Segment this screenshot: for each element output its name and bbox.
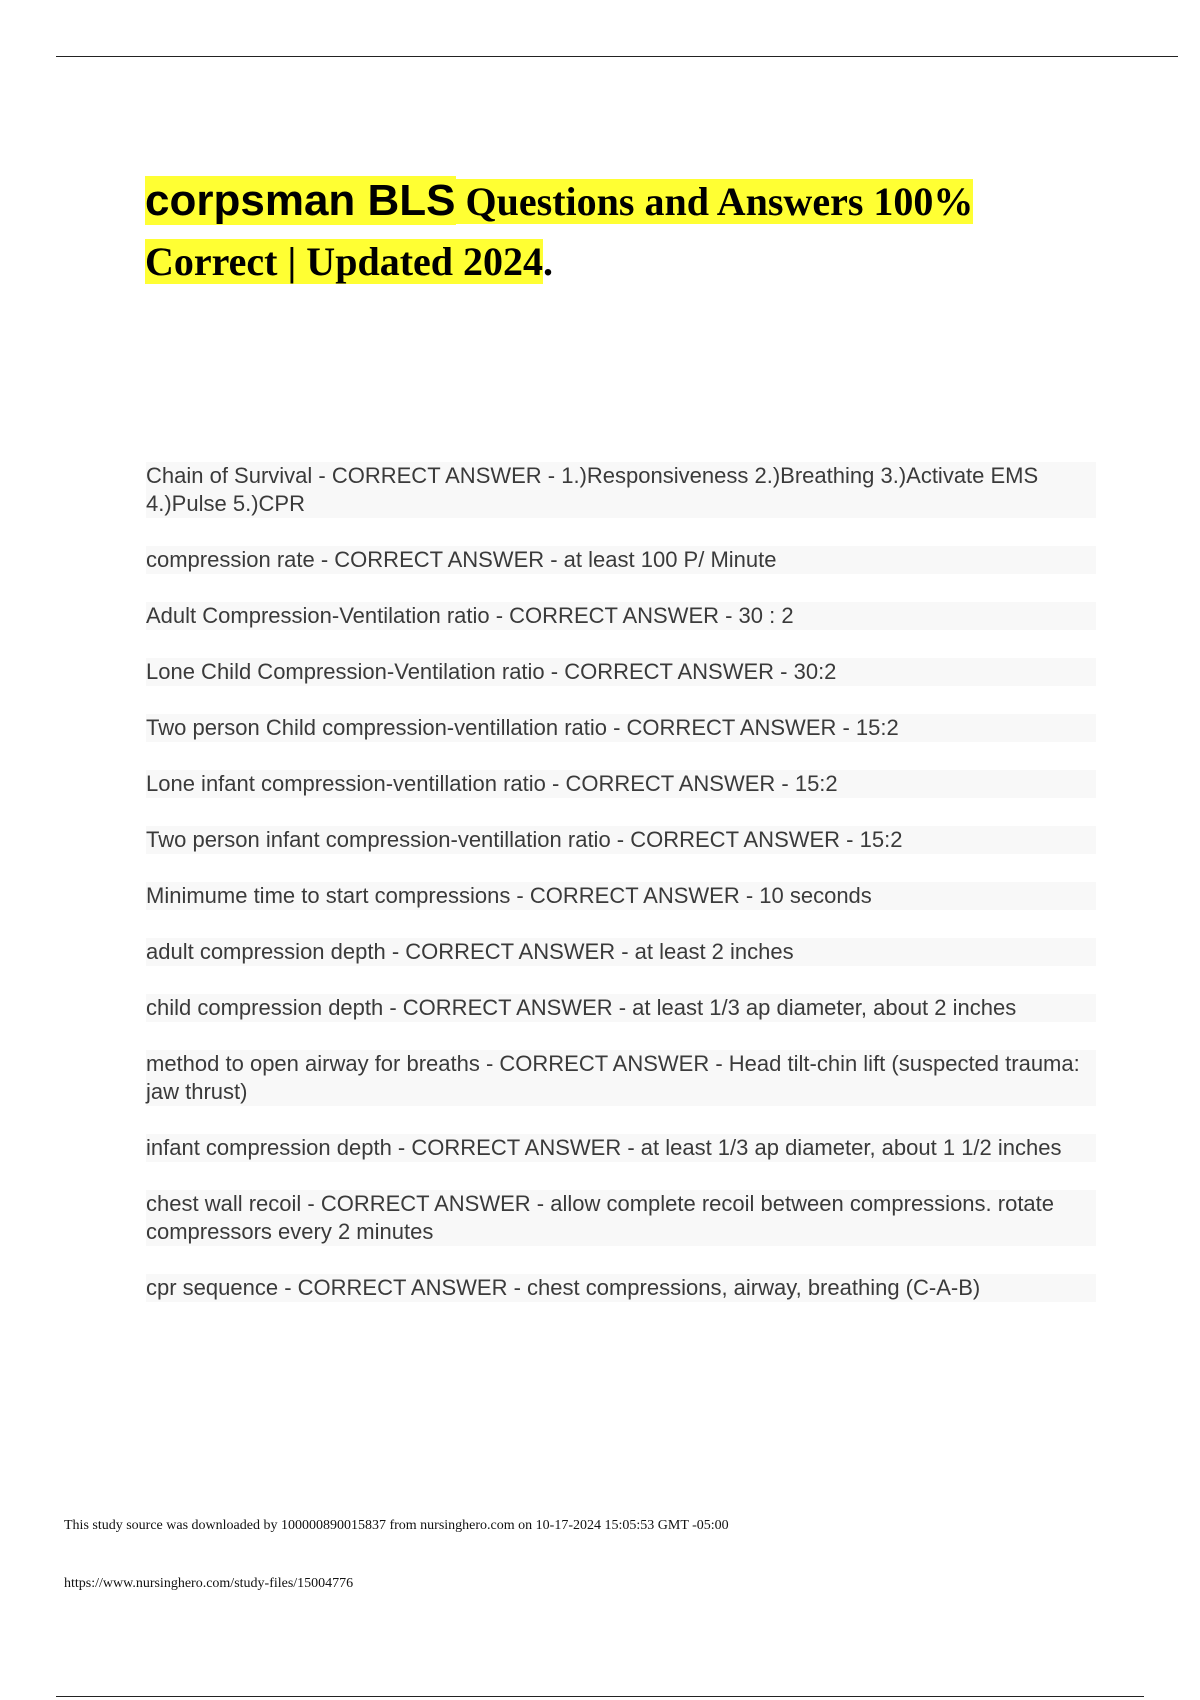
top-divider (56, 56, 1178, 57)
qa-item: Two person infant compression-ventillation ratio - CORRECT ANSWER - 15:2 (146, 826, 1096, 854)
title-part-1: corpsman BLS (145, 176, 456, 225)
qa-list (146, 462, 1096, 1330)
download-source-note: This study source was downloaded by 100000890015837 from nursinghero.com on 10-17-2024 15:05:53 GMT -05:00 (64, 1518, 729, 1533)
source-url[interactable]: https://www.nursinghero.com/study-files/15004776 (64, 1576, 354, 1591)
qa-item: Lone Child Compression-Ventilation ratio - CORRECT ANSWER - 30:2 (146, 658, 1096, 686)
document-title (145, 172, 1125, 293)
qa-item: chest wall recoil - CORRECT ANSWER - allow complete recoil between compressions. rotate compressors every 2 minutes (146, 1190, 1096, 1246)
qa-item: infant compression depth - CORRECT ANSWER - at least 1/3 ap diameter, about 1 1/2 inches (146, 1134, 1096, 1162)
qa-item: Two person Child compression-ventillation ratio - CORRECT ANSWER - 15:2 (146, 714, 1096, 742)
qa-item: adult compression depth - CORRECT ANSWER - at least 2 inches (146, 938, 1096, 966)
qa-item: Adult Compression-Ventilation ratio - CORRECT ANSWER - 30 : 2 (146, 602, 1096, 630)
qa-item: Lone infant compression-ventillation ratio - CORRECT ANSWER - 15:2 (146, 770, 1096, 798)
title-part-4: . (543, 239, 554, 284)
qa-item: method to open airway for breaths - CORRECT ANSWER - Head tilt-chin lift (suspected trauma: jaw thrust) (146, 1050, 1096, 1106)
chain-question: Chain of Survival - CORRECT ANSWER - (146, 463, 562, 488)
qa-item: Minimume time to start compressions - CORRECT ANSWER - 10 seconds (146, 882, 1096, 910)
chain-step-5: 5.)CPR (232, 491, 305, 516)
qa-item-chain-of-survival (146, 462, 1096, 518)
chain-step-2: 2.)Breathing (754, 463, 875, 488)
qa-item: compression rate - CORRECT ANSWER - at least 100 P/ Minute (146, 546, 1096, 574)
title-part-2: Questions and Answers 100% (455, 179, 974, 224)
chain-step-3: 3.)Activate EMS (880, 463, 1039, 488)
chain-step-4: 4.)Pulse (146, 491, 227, 516)
qa-item: cpr sequence - CORRECT ANSWER - chest compressions, airway, breathing (C-A-B) (146, 1274, 1096, 1302)
bottom-divider (56, 1696, 1144, 1697)
qa-item: child compression depth - CORRECT ANSWER - at least 1/3 ap diameter, about 2 inches (146, 994, 1096, 1022)
chain-step-1: 1.)Responsiveness (561, 463, 749, 488)
title-part-3: Correct | Updated 2024 (145, 239, 544, 284)
